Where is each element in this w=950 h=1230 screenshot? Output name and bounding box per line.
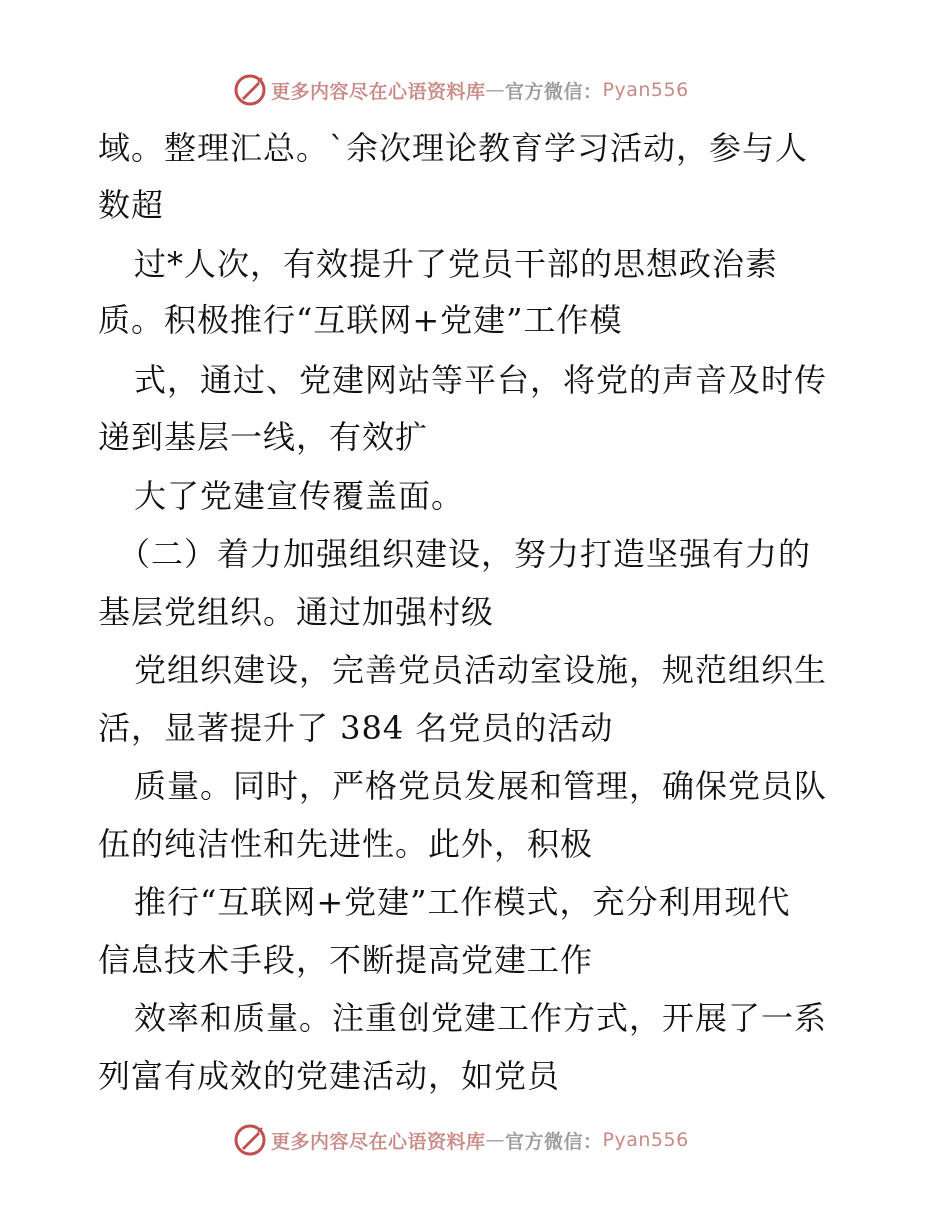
- quill-logo-icon: [233, 73, 267, 107]
- watermark-main-text: 更多内容尽在心语资料库: [271, 80, 486, 103]
- text-line: 递到基层一线，有效扩: [98, 418, 429, 456]
- watermark-main-text: 更多内容尽在心语资料库: [271, 1130, 486, 1153]
- text-line: 基层党组织。通过加强村级: [98, 593, 495, 631]
- quill-logo-icon: [233, 1123, 267, 1157]
- watermark-dash: —: [485, 79, 506, 101]
- text-line: 质。积极推行“互联网+党建”工作模: [98, 301, 623, 339]
- footer-watermark: [233, 1120, 689, 1160]
- text-line: 式，通过、党建网站等平台，将党的声音及时传: [134, 361, 828, 399]
- text-line: 伍的纯洁性和先进性。此外，积极: [98, 825, 594, 863]
- text-line: 大了党建宣传覆盖面。: [134, 477, 465, 515]
- watermark-wechat-label: 官方微信：: [505, 1130, 603, 1153]
- text-line: 活，显著提升了 384 名党员的活动: [98, 709, 614, 747]
- text-line: （二）着力加强组织建设，努力打造坚强有力的: [118, 535, 812, 573]
- watermark-wechat-label: 官方微信：: [505, 80, 603, 103]
- text-line: 列富有成效的党建活动，如党员: [98, 1057, 561, 1095]
- watermark-dash: —: [485, 1129, 506, 1151]
- text-line: 过*人次，有效提升了党员干部的思想政治素: [134, 245, 779, 283]
- text-line: 质量。同时，严格党员发展和管理，确保党员队: [134, 767, 828, 805]
- text-line: 效率和质量。注重创党建工作方式，开展了一系: [134, 999, 828, 1037]
- text-line: 域。整理汇总。`余次理论教育学习活动，参与人: [98, 129, 809, 167]
- text-line: 推行“互联网+党建”工作模式，充分利用现代: [134, 883, 791, 921]
- watermark-wechat-id: Pyan556: [602, 79, 689, 101]
- text-line: 党组织建设，完善党员活动室设施，规范组织生: [134, 651, 828, 689]
- header-watermark: [233, 70, 689, 110]
- text-line: 数超: [98, 186, 165, 224]
- text-line: 信息技术手段，不断提高党建工作: [98, 941, 594, 979]
- watermark-wechat-id: Pyan556: [602, 1129, 689, 1151]
